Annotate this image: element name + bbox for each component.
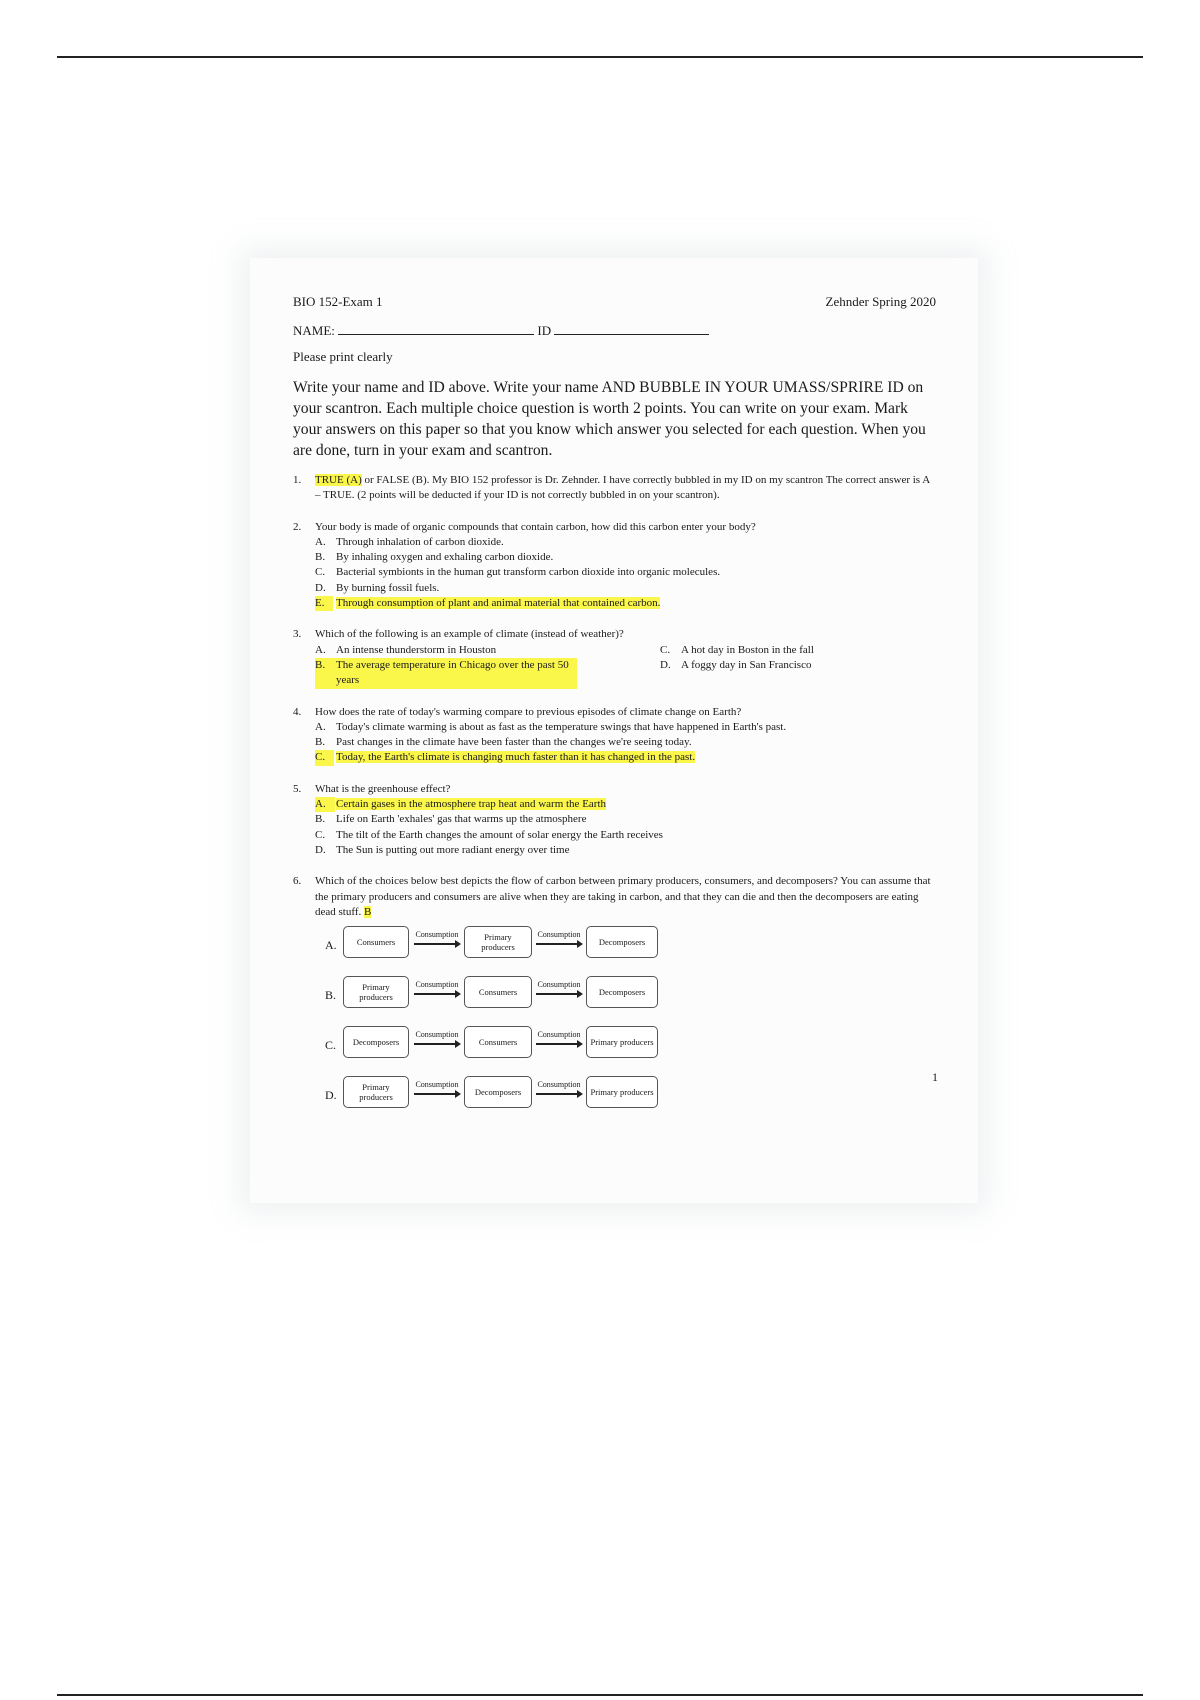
page-number: 1 <box>932 1070 938 1084</box>
instructions: Write your name and ID above. Write your name AND BUBBLE IN YOUR UMASS/SPRIRE ID on your scantron. Each multiple choice question is worth 2 points. You can write on your exam. Mark your answers on this paper so that you know which answer you selected for each question. When you are done, turn in your exam and scantron. <box>293 379 926 459</box>
flow-box: Decomposers <box>586 976 658 1008</box>
option-text: Certain gases in the atmosphere trap heat and warm the Earth <box>336 798 607 811</box>
flow-box: Decomposers <box>586 926 658 958</box>
option-letter: B. <box>325 988 337 1003</box>
option-list <box>315 720 936 766</box>
option-letter: E. <box>315 596 333 611</box>
flow-box: Primary producers <box>464 926 532 958</box>
option-list <box>315 535 936 611</box>
arrow-label: Consumption <box>537 980 581 990</box>
question-list <box>293 473 936 1119</box>
question-text: Which of the following is an example of climate (instead of weather)? <box>315 628 624 641</box>
question-text: What is the greenhouse effect? <box>315 782 451 795</box>
question-number: 4. <box>293 705 302 718</box>
option-letter: B. <box>315 813 326 826</box>
question-6 <box>293 874 936 1119</box>
option-a <box>315 643 660 658</box>
bottom-rule <box>57 1694 1143 1696</box>
option-d <box>315 843 936 858</box>
exam-page <box>250 258 978 1203</box>
flow-box: Decomposers <box>464 1076 532 1108</box>
option-letter: C. <box>315 750 334 765</box>
flow-box: Primary producers <box>343 976 409 1008</box>
option-d <box>660 658 930 689</box>
option-a <box>315 535 936 550</box>
flow-box: Consumers <box>464 976 532 1008</box>
option-letter: A. <box>315 797 335 812</box>
option-a <box>315 720 936 735</box>
arrow-label: Consumption <box>415 930 459 940</box>
option-e-answer <box>315 596 936 611</box>
option-letter: C. <box>315 828 326 841</box>
consumption-arrow <box>411 980 463 1000</box>
option-letter: D. <box>315 843 326 856</box>
option-text: Today, the Earth's climate is changing much faster than it has changed in the past. <box>336 751 696 764</box>
option-text: Through inhalation of carbon dioxide. <box>336 535 504 548</box>
option-text: An intense thunderstorm in Houston <box>336 643 497 656</box>
arrow-label: Consumption <box>537 1080 581 1090</box>
arrow-head-icon <box>455 990 461 998</box>
question-3 <box>293 627 936 688</box>
question-number: 1. <box>293 474 302 486</box>
arrow-label: Consumption <box>537 1030 581 1040</box>
option-b <box>315 550 936 565</box>
name-label: NAME: <box>293 323 335 338</box>
question-5 <box>293 782 936 858</box>
flow-box: Primary producers <box>586 1076 658 1108</box>
question-text: How does the rate of today's warming compare to previous episodes of climate change on Earth? <box>315 705 742 718</box>
option-letter: B. <box>315 658 326 671</box>
exam-content <box>293 294 936 1124</box>
question-text <box>315 874 936 920</box>
option-letter: B. <box>315 736 326 749</box>
option-text: The tilt of the Earth changes the amount of solar energy the Earth receives <box>336 828 663 841</box>
consumption-arrow <box>533 1080 585 1100</box>
option-a-answer <box>315 797 936 812</box>
answer-highlight: B <box>363 905 372 918</box>
option-text: The Sun is putting out more radiant energy over time <box>336 843 570 856</box>
arrow-label: Consumption <box>415 980 459 990</box>
top-rule <box>57 56 1143 58</box>
flow-box: Primary producers <box>586 1026 658 1058</box>
arrow-head-icon <box>577 940 583 948</box>
option-letter: D. <box>315 581 326 594</box>
flow-box: Consumers <box>464 1026 532 1058</box>
option-letter: C. <box>325 1038 337 1053</box>
option-letter: C. <box>660 643 671 656</box>
page-header <box>293 294 936 314</box>
consumption-arrow <box>533 980 585 1000</box>
option-text: The average temperature in Chicago over the past 50 years <box>336 658 569 687</box>
arrow-label: Consumption <box>415 1080 459 1090</box>
option-c <box>315 565 936 580</box>
print-note: Please print clearly <box>293 349 393 364</box>
arrow-head-icon <box>455 1090 461 1098</box>
option-letter: C. <box>315 566 326 579</box>
option-letter: A. <box>315 720 326 733</box>
carbon-flow-options <box>315 924 936 1119</box>
option-text: Life on Earth 'exhales' gas that warms up the atmosphere <box>336 813 587 826</box>
option-d <box>315 581 936 596</box>
option-b-answer <box>315 658 660 689</box>
course-title: BIO 152-Exam 1 <box>293 294 383 309</box>
consumption-arrow <box>533 1030 585 1050</box>
question-1 <box>293 473 936 504</box>
name-id-line <box>293 322 936 340</box>
option-letter: B. <box>315 551 326 564</box>
flow-option-c <box>315 1024 936 1069</box>
flow-box: Primary producers <box>343 1076 409 1108</box>
option-text: Bacterial symbionts in the human gut transform carbon dioxide into organic molecules. <box>336 566 721 579</box>
option-letter: D. <box>325 1088 337 1103</box>
option-letter: A. <box>325 938 337 953</box>
option-b <box>315 735 936 750</box>
arrow-head-icon <box>455 940 461 948</box>
option-text: By burning fossil fuels. <box>336 581 440 594</box>
option-grid <box>315 643 936 689</box>
arrow-head-icon <box>577 1090 583 1098</box>
arrow-label: Consumption <box>415 1030 459 1040</box>
option-c <box>315 828 936 843</box>
option-b <box>315 812 936 827</box>
question-text: or FALSE (B). My BIO 152 professor is Dr. Zehnder. I have correctly bubbled in my ID on my scantron The correct answer is A – TRUE. (2 points will be deducted if your ID is not correctly bubbled in on your scantron). <box>315 474 930 502</box>
flow-box: Decomposers <box>343 1026 409 1058</box>
consumption-arrow <box>411 1030 463 1050</box>
answer-highlight: TRUE (A) <box>315 474 362 486</box>
consumption-arrow <box>411 930 463 950</box>
question-6-body: Which of the choices below best depicts the flow of carbon between primary producers, consumers, and decomposers? You can assume that the primary producers and consumers are alive when they are taking in carbon, and that they can die and then the decomposers are eating dead stuff. <box>315 875 931 918</box>
flow-option-b <box>315 974 936 1019</box>
arrow-head-icon <box>455 1040 461 1048</box>
question-number: 2. <box>293 520 302 533</box>
option-list <box>315 797 936 858</box>
question-number: 5. <box>293 782 302 795</box>
flow-box: Consumers <box>343 926 409 958</box>
id-blank <box>554 322 709 335</box>
question-number: 3. <box>293 628 302 641</box>
option-text: A hot day in Boston in the fall <box>681 643 814 656</box>
consumption-arrow <box>411 1080 463 1100</box>
name-blank <box>338 322 534 335</box>
question-text: Your body is made of organic compounds that contain carbon, how did this carbon enter your body? <box>315 520 756 533</box>
consumption-arrow <box>533 930 585 950</box>
option-letter: A. <box>315 643 326 656</box>
option-c-answer <box>315 750 936 765</box>
arrow-head-icon <box>577 990 583 998</box>
option-text: A foggy day in San Francisco <box>681 658 812 671</box>
option-text: Today's climate warming is about as fast as the temperature swings that have happened in Earth's past. <box>336 720 787 733</box>
question-4 <box>293 705 936 766</box>
term-label: Zehnder Spring 2020 <box>825 294 936 309</box>
option-c <box>660 643 930 658</box>
option-letter: A. <box>315 535 326 548</box>
option-letter: D. <box>660 658 671 671</box>
arrow-label: Consumption <box>537 930 581 940</box>
option-text: By inhaling oxygen and exhaling carbon dioxide. <box>336 551 554 564</box>
option-text: Through consumption of plant and animal material that contained carbon. <box>336 597 661 610</box>
id-label: ID <box>537 323 552 338</box>
arrow-head-icon <box>577 1040 583 1048</box>
question-2 <box>293 520 936 612</box>
flow-option-a <box>315 924 936 969</box>
option-text: Past changes in the climate have been faster than the changes we're seeing today. <box>336 736 692 749</box>
flow-option-d <box>315 1074 936 1119</box>
question-number: 6. <box>293 875 302 888</box>
